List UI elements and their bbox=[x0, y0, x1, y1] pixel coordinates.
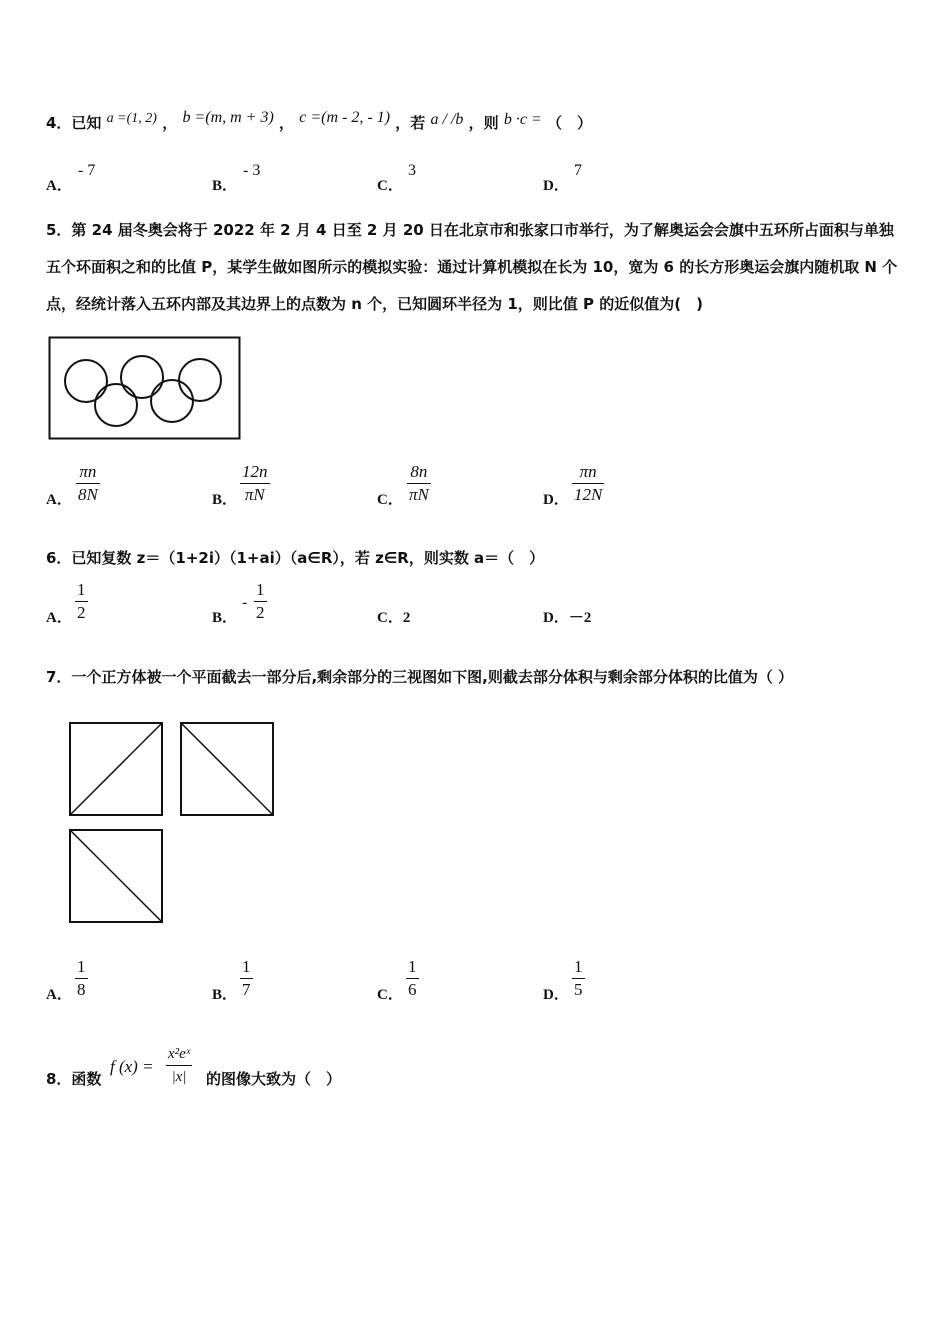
q4-condition: ，若 bbox=[395, 114, 426, 132]
q6-option-a-label[interactable]: A． bbox=[46, 610, 72, 626]
q5-stem: 5．第 24 届冬奥会将于 2022 年 2 月 4 日至 2 月 20 日在北京市和张家口市举行，为了解奥运会会旗中五环所占面积与单独五个环面积之和的比值 P，某学生做如图所示的模拟实验：通过计算机模拟在长为 10，宽为 6 的长方形奥运会旗内随机取 N 个点，经统计落入五环内部及其边界上的点数为 n 个，已知圆环半径为 1，则比值 P 的近似值为( ) bbox=[46, 221, 898, 313]
q4-option-b-label[interactable]: B． bbox=[212, 178, 238, 194]
q5-option-d-label[interactable]: D． bbox=[543, 492, 569, 508]
numerator: 8n bbox=[410, 462, 428, 481]
denominator: πN bbox=[409, 485, 429, 504]
q6-option-c[interactable]: C．2 bbox=[377, 610, 411, 626]
q4-dot-product: b ·c = bbox=[503, 111, 542, 128]
q7-option-b-label[interactable]: B． bbox=[212, 987, 238, 1003]
q4-blank: （ ） bbox=[547, 114, 593, 132]
ring bbox=[121, 356, 163, 398]
numerator: πn bbox=[79, 462, 97, 481]
q4-option-b-value: - 3 bbox=[243, 162, 261, 179]
q6-option-b-fraction bbox=[254, 579, 267, 624]
ring bbox=[179, 359, 221, 401]
front-view bbox=[70, 723, 162, 815]
q8-number: 8．函数 bbox=[46, 1070, 102, 1088]
q6-option-b-sign: - bbox=[242, 594, 248, 611]
q5-option-b-fraction bbox=[240, 461, 270, 506]
denominator: 6 bbox=[408, 980, 417, 999]
q6-option-b-label[interactable]: B． bbox=[212, 610, 238, 626]
denominator: |x| bbox=[171, 1069, 187, 1085]
numerator: 1 bbox=[256, 580, 265, 599]
q5-option-c-label[interactable]: C． bbox=[377, 492, 403, 508]
numerator: 1 bbox=[77, 580, 86, 599]
top-view bbox=[70, 830, 162, 922]
ring bbox=[151, 380, 193, 422]
denominator: 2 bbox=[256, 603, 265, 622]
numerator: 1 bbox=[242, 957, 251, 976]
q4-stem bbox=[46, 109, 593, 133]
denominator: πN bbox=[244, 485, 265, 504]
denominator: 2 bbox=[77, 603, 86, 622]
q7-stem: 7．一个正方体被一个平面截去一部分后,剩余部分的三视图如下图,则截去部分体积与剩余部分体积的比值为（ ） bbox=[46, 668, 794, 686]
q7-option-d-label[interactable]: D． bbox=[543, 987, 569, 1003]
three-view-figure bbox=[68, 721, 278, 925]
q4-then: ，则 bbox=[468, 114, 499, 132]
q7-option-d-fraction bbox=[572, 956, 585, 1001]
numerator: 12n bbox=[242, 462, 268, 481]
numerator: 1 bbox=[574, 957, 583, 976]
ring bbox=[65, 360, 107, 402]
numerator: 1 bbox=[77, 957, 86, 976]
q5-option-a-fraction bbox=[76, 461, 100, 506]
q5-option-c-fraction bbox=[407, 461, 431, 506]
q6-option-d[interactable]: D．－2 bbox=[543, 610, 592, 626]
flag-border bbox=[50, 338, 240, 439]
q7-option-a-label[interactable]: A． bbox=[46, 987, 72, 1003]
numerator: πn bbox=[579, 462, 597, 481]
numerator: x²eˣ bbox=[168, 1046, 191, 1062]
q4-vector-a: a =(1, 2) bbox=[106, 111, 157, 126]
q4-option-a-label[interactable]: A． bbox=[46, 178, 72, 194]
denominator: 12N bbox=[574, 485, 603, 504]
q4-option-d-value: 7 bbox=[574, 162, 582, 179]
q7-option-b-fraction bbox=[240, 956, 253, 1001]
numerator: 1 bbox=[408, 957, 417, 976]
q8-function-fraction bbox=[166, 1043, 192, 1088]
q4-number: 4．已知 bbox=[46, 114, 102, 132]
side-view bbox=[181, 723, 273, 815]
q5-option-b-label[interactable]: B． bbox=[212, 492, 238, 508]
q4-option-c-value: 3 bbox=[408, 162, 416, 179]
q5-option-d-fraction bbox=[572, 461, 604, 506]
q5-option-a-label[interactable]: A． bbox=[46, 492, 72, 508]
q8-tail: 的图像大致为（ ） bbox=[206, 1070, 342, 1088]
q4-comma: ， bbox=[279, 114, 295, 132]
q7-option-a-fraction bbox=[75, 956, 88, 1001]
denominator: 5 bbox=[574, 980, 583, 999]
q4-option-a-value: - 7 bbox=[78, 162, 96, 179]
q8-stem bbox=[46, 1068, 101, 1089]
olympic-flag-figure bbox=[48, 336, 242, 441]
q7-option-c-label[interactable]: C． bbox=[377, 987, 403, 1003]
q4-vector-b: b =(m, m + 3) bbox=[182, 109, 274, 126]
denominator: 7 bbox=[242, 980, 251, 999]
q4-comma: ， bbox=[162, 114, 178, 132]
denominator: 8N bbox=[78, 485, 98, 504]
q4-parallel: a / /b bbox=[430, 111, 464, 128]
q4-option-d-label[interactable]: D． bbox=[543, 178, 569, 194]
denominator: 8 bbox=[77, 980, 86, 999]
q8-function-name: f (x) = bbox=[110, 1057, 154, 1076]
q6-stem: 6．已知复数 z＝（1+2i）（1+ai）（a∈R），若 z∈R，则实数 a＝（ ） bbox=[46, 549, 545, 567]
q4-option-c-label[interactable]: C． bbox=[377, 178, 403, 194]
q4-vector-c: c =(m - 2, - 1) bbox=[299, 109, 391, 126]
q7-option-c-fraction bbox=[406, 956, 419, 1001]
ring bbox=[95, 384, 137, 426]
q6-option-a-fraction bbox=[75, 579, 88, 624]
